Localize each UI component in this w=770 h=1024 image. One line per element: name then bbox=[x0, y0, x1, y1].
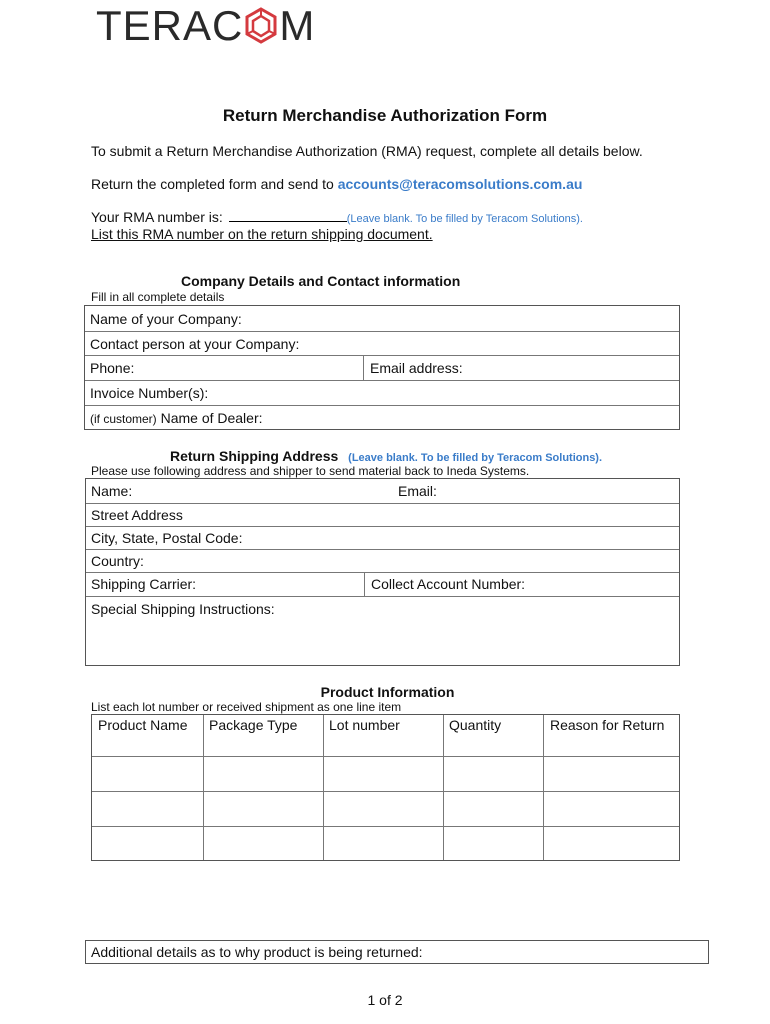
table-row[interactable] bbox=[92, 756, 679, 791]
dealer-row[interactable] bbox=[85, 405, 679, 429]
col-header-quantity: Quantity bbox=[449, 717, 502, 733]
intro-line-1: To submit a Return Merchandise Authorization (RMA) request, complete all details below. bbox=[91, 143, 643, 159]
table-row[interactable] bbox=[92, 791, 679, 826]
invoice-label: Invoice Number(s): bbox=[90, 385, 209, 401]
country-label: Country: bbox=[91, 553, 144, 569]
page-number: 1 of 2 bbox=[367, 992, 403, 1008]
rma-note: (Leave blank. To be filled by Teracom Solutions). bbox=[346, 213, 583, 225]
dealer-prefix: (if customer) bbox=[90, 412, 157, 426]
accounts-email-link[interactable]: accounts@teracomsolutions.com.au bbox=[337, 176, 583, 192]
collect-account-label[interactable]: Collect Account Number: bbox=[371, 576, 526, 592]
table-row[interactable] bbox=[92, 826, 679, 860]
dealer-label: Name of Dealer: bbox=[160, 410, 263, 426]
shipping-address-box bbox=[85, 478, 680, 666]
intro-line-2-prefix: Return the completed form and send to bbox=[91, 176, 338, 192]
shipping-section-title: Return Shipping Address bbox=[170, 448, 339, 464]
phone-email-row bbox=[85, 355, 679, 380]
contact-person-row[interactable] bbox=[85, 331, 679, 355]
intro-line-2 bbox=[91, 176, 582, 192]
shipping-title-note: (Leave blank. To be filled by Teracom Solutions). bbox=[348, 452, 603, 464]
country-row[interactable] bbox=[86, 549, 679, 572]
company-section-title: Company Details and Contact information bbox=[181, 273, 461, 289]
company-details-box bbox=[84, 305, 680, 430]
col-header-package-type: Package Type bbox=[209, 717, 298, 733]
street-address-label: Street Address bbox=[91, 507, 183, 523]
city-state-row[interactable] bbox=[86, 526, 679, 549]
col-header-lot-number: Lot number bbox=[329, 717, 400, 733]
shipping-carrier-label[interactable]: Shipping Carrier: bbox=[91, 576, 197, 592]
city-state-label: City, State, Postal Code: bbox=[91, 530, 243, 546]
col-header-reason: Reason for Return bbox=[550, 717, 665, 733]
additional-details-label: Additional details as to why product is being returned: bbox=[91, 944, 423, 960]
product-section-subtitle: List each lot number or received shipment as one line item bbox=[91, 700, 402, 714]
special-instructions-label: Special Shipping Instructions: bbox=[91, 601, 275, 617]
contact-person-label: Contact person at your Company: bbox=[90, 336, 300, 352]
hexagon-logo-icon bbox=[241, 4, 281, 48]
rma-label: Your RMA number is: bbox=[91, 209, 223, 225]
dealer-field bbox=[85, 406, 268, 429]
additional-details-box[interactable] bbox=[85, 940, 709, 964]
street-address-row[interactable] bbox=[86, 503, 679, 526]
company-name-row[interactable] bbox=[85, 306, 679, 331]
product-table bbox=[91, 714, 680, 861]
col-header-product-name: Product Name bbox=[98, 717, 188, 733]
shipping-section-heading bbox=[170, 448, 602, 464]
rma-number-blank bbox=[229, 208, 347, 222]
form-title: Return Merchandise Authorization Form bbox=[222, 106, 548, 125]
shipping-section-subtitle: Please use following address and shipper to send material back to Ineda Systems. bbox=[91, 464, 530, 478]
divider bbox=[364, 573, 365, 596]
logo-text-left: TERAC bbox=[96, 2, 244, 49]
shipping-email-label[interactable]: Email: bbox=[398, 483, 437, 499]
invoice-row[interactable] bbox=[85, 380, 679, 405]
divider bbox=[363, 356, 364, 380]
rma-number-line bbox=[91, 208, 583, 225]
phone-label[interactable]: Phone: bbox=[90, 360, 135, 376]
company-section-subtitle: Fill in all complete details bbox=[91, 290, 225, 304]
special-instructions-row[interactable] bbox=[86, 596, 679, 664]
product-section-title: Product Information bbox=[320, 684, 455, 700]
logo-text-right: M bbox=[279, 2, 316, 49]
teracom-logo bbox=[96, 4, 315, 48]
shipping-name-row bbox=[86, 479, 679, 503]
company-name-label: Name of your Company: bbox=[90, 311, 242, 327]
email-address-label[interactable]: Email address: bbox=[370, 360, 463, 376]
carrier-row bbox=[86, 572, 679, 596]
rma-instruction: List this RMA number on the return shipping document. bbox=[91, 226, 433, 242]
shipping-name-label[interactable]: Name: bbox=[91, 483, 133, 499]
